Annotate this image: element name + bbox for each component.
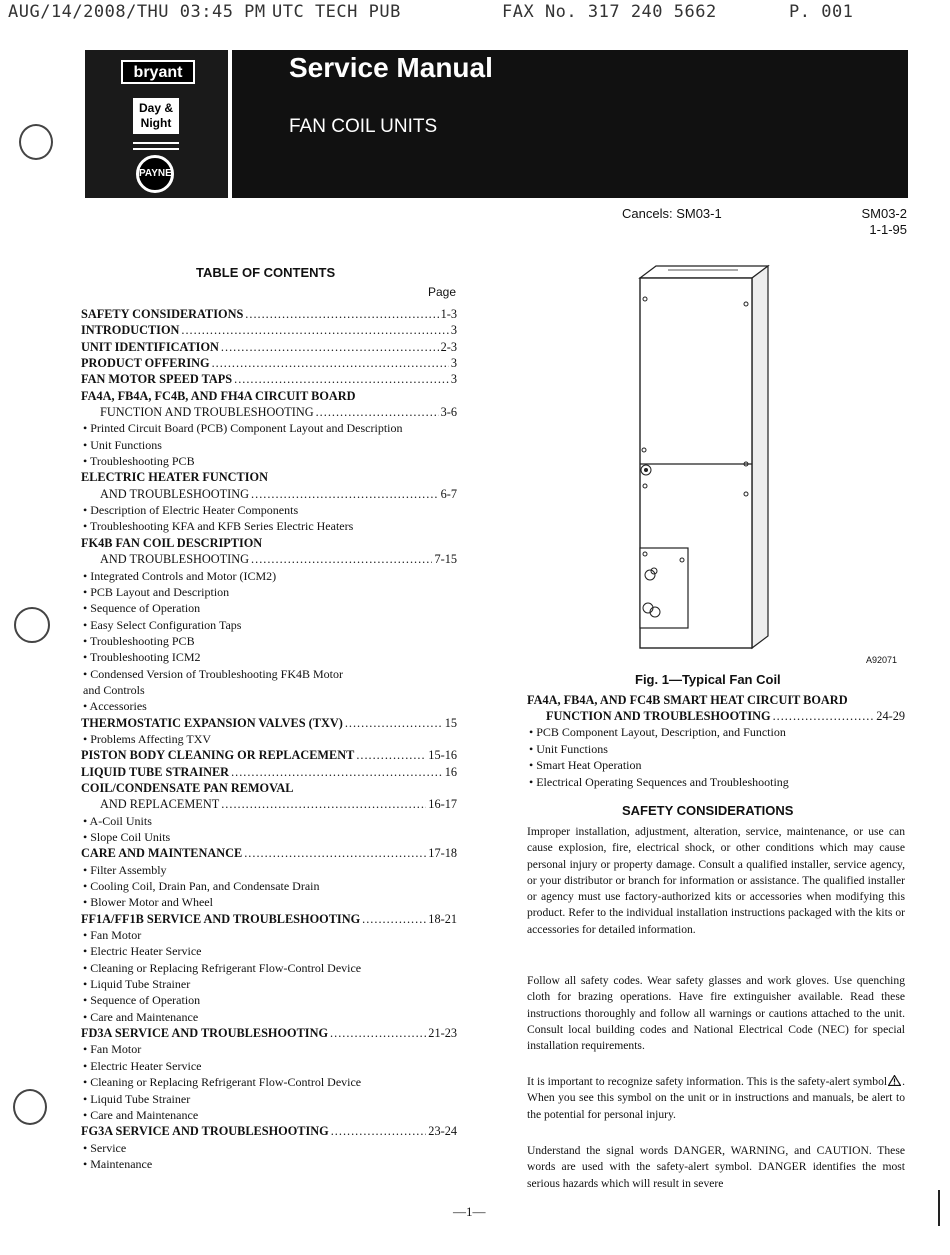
toc-entry-title: FF1A/FF1B SERVICE AND TROUBLESHOOTING [81, 911, 361, 926]
toc-entry-title: • Sequence of Operation [83, 601, 201, 616]
toc-entry-page: 17-18 [428, 846, 457, 861]
toc-entry [81, 600, 457, 616]
page-number: —1— [453, 1204, 486, 1219]
toc-entry-title: • Electric Heater Service [83, 944, 202, 959]
toc-entry-line [100, 796, 457, 812]
toc-entry [81, 1156, 457, 1172]
payne-logo: PAYNE [136, 155, 174, 193]
toc-entry [81, 1107, 457, 1123]
toc-entry-line [81, 339, 457, 355]
toc-entry [81, 862, 457, 878]
toc-entry-title: • A-Coil Units [83, 813, 152, 828]
toc-entry [81, 339, 457, 355]
toc-entry [81, 1140, 457, 1156]
toc-entry [81, 976, 457, 992]
list-item: • Unit Functions [529, 741, 608, 756]
cancels-note: Cancels: SM03-1 [622, 206, 722, 221]
leader-dots [316, 404, 439, 420]
binder-hole [19, 124, 53, 160]
toc-entry-title: PRODUCT OFFERING [81, 356, 210, 371]
safety-alert-icon [888, 1075, 901, 1086]
toc-entry [81, 649, 457, 665]
toc-entry [81, 666, 457, 682]
doc-number: SM03-2 [861, 206, 907, 221]
leader-dots [356, 747, 426, 763]
toc-entry [81, 715, 457, 731]
toc-entry [81, 747, 457, 763]
table-of-contents [81, 306, 457, 1172]
leader-dots [221, 339, 439, 355]
leader-dots [362, 911, 426, 927]
safety-paragraph-1: Improper installation, adjustment, alteration, service, maintenance, or use can cause explosion, fire, electrical shock, or other conditions which may cause personal injury or property damage. Consult a qualified installer, service agency, or your distributor or branch for information or assistance. The qualified installer or agency must use factory-authorized kits or accessories when modifying this product. Refer to the individual installation instructions packaged with the kits or accessories for detailed information. [527, 825, 905, 936]
manual-banner [85, 50, 908, 198]
toc-title: TABLE OF CONTENTS [196, 265, 336, 280]
toc-entry-title: • Printed Circuit Board (PCB) Component Layout and Description [83, 421, 403, 436]
toc-entry-page: 3-6 [440, 405, 457, 420]
toc-entry-title: • Troubleshooting PCB [83, 454, 195, 469]
toc-entry-line [81, 1025, 457, 1041]
toc-entry-title: THERMOSTATIC EXPANSION VALVES (TXV) [81, 715, 343, 730]
brand-logos [85, 50, 228, 198]
toc-entry [81, 764, 457, 780]
toc-entry [81, 1123, 457, 1139]
toc-entry-title: FK4B FAN COIL DESCRIPTION [81, 535, 263, 550]
toc-entry [81, 453, 457, 469]
leader-dots [245, 306, 438, 322]
toc-entry [81, 992, 457, 1008]
toc-entry [81, 469, 457, 485]
toc-entry-title: • Care and Maintenance [83, 1009, 199, 1024]
leader-dots [244, 845, 426, 861]
toc-entry [81, 1091, 457, 1107]
toc-entry [81, 698, 457, 714]
toc-entry-title: • Description of Electric Heater Components [83, 503, 299, 518]
toc-entry [81, 551, 457, 567]
toc-entry-title: PISTON BODY CLEANING OR REPLACEMENT [81, 748, 355, 763]
toc-entry [81, 371, 457, 387]
toc-entry-title: • PCB Layout and Description [83, 584, 230, 599]
toc-entry-line [100, 404, 457, 420]
toc-page-label: Page [428, 285, 457, 299]
toc-entry [81, 927, 457, 943]
toc-entry [81, 911, 457, 927]
leader-dots [231, 764, 443, 780]
toc-entry-line [81, 371, 457, 387]
toc-entry [81, 437, 457, 453]
fan-coil-illustration [628, 264, 778, 654]
fax-page: P. 001 [789, 2, 854, 22]
toc-entry-line [81, 306, 457, 322]
toc-entry [81, 322, 457, 338]
toc-entry-page: 6-7 [440, 486, 457, 501]
toc-entry-title: AND TROUBLESHOOTING [100, 552, 250, 567]
toc-entry-title: and Controls [83, 682, 145, 697]
toc-entry-page: 3 [450, 372, 457, 387]
toc-entry-page: 15-16 [428, 748, 457, 763]
toc-entry [81, 878, 457, 894]
toc-entry-title: • Cooling Coil, Drain Pan, and Condensate Drain [83, 879, 320, 894]
toc-entry-line [100, 486, 457, 502]
leader-dots [331, 1123, 427, 1139]
toc-entry [81, 796, 457, 812]
toc-entry-page: 7-15 [434, 552, 457, 567]
list-item: • Smart Heat Operation [529, 758, 642, 773]
toc-entry-title: • Liquid Tube Strainer [83, 1091, 191, 1106]
leader-dots [212, 355, 449, 371]
toc-entry-title: • Problems Affecting TXV [83, 731, 212, 746]
toc-entry-page: 16-17 [428, 797, 457, 812]
toc-entry [81, 486, 457, 502]
toc-entry-title: FD3A SERVICE AND TROUBLESHOOTING [81, 1026, 329, 1041]
toc-entry-title: • Slope Coil Units [83, 830, 171, 844]
toc-entry-title: • Fan Motor [83, 1042, 142, 1057]
toc-entry-title: • Care and Maintenance [83, 1107, 199, 1122]
toc-entry-title: COIL/CONDENSATE PAN REMOVAL [81, 780, 294, 795]
toc-entry [81, 960, 457, 976]
toc-entry-line [81, 1123, 457, 1139]
toc-entry [81, 1025, 457, 1041]
leader-dots [181, 322, 448, 338]
toc-entry-title: AND TROUBLESHOOTING [100, 486, 250, 501]
fax-company: UTC TECH PUB [272, 2, 401, 22]
leader-dots [234, 371, 449, 387]
toc-entry [81, 829, 457, 845]
toc-entry [81, 1074, 457, 1090]
day-night-logo: Day & Night [133, 98, 179, 134]
toc-entry-page: 2-3 [440, 339, 457, 354]
toc-entry-title: • Sequence of Operation [83, 993, 201, 1008]
doc-date: 1-1-95 [869, 222, 907, 237]
toc-entry [81, 1058, 457, 1074]
smart-heat-toc [527, 692, 905, 790]
toc-entry-title: FA4A, FB4A, FC4B, AND FH4A CIRCUIT BOARD [81, 388, 356, 403]
toc-entry-title: • Unit Functions [83, 437, 162, 452]
leader-dots [251, 486, 439, 502]
toc-entry-title: • Cleaning or Replacing Refrigerant Flow-Control Device [83, 1075, 362, 1090]
toc-entry-page: 18-21 [428, 911, 457, 926]
toc-entry-title: • Accessories [83, 699, 147, 714]
toc-entry-title: • Blower Motor and Wheel [83, 895, 213, 910]
list-item: • PCB Component Layout, Description, and Function [529, 725, 786, 739]
safety-paragraph-3a: It is important to recognize safety information. This is the safety-alert symbol [527, 1075, 888, 1088]
toc-entry-title: • Service [83, 1140, 127, 1155]
toc-entry-title: FAN MOTOR SPEED TAPS [81, 372, 233, 387]
manual-subtitle: FAN COIL UNITS [289, 116, 438, 137]
toc-entry-title: INTRODUCTION [81, 323, 180, 338]
toc-entry-title: FG3A SERVICE AND TROUBLESHOOTING [81, 1124, 329, 1139]
toc-entry [81, 731, 457, 747]
fax-date: AUG/14/2008/THU 03:45 PM [8, 2, 266, 22]
toc-entry [81, 943, 457, 959]
toc-entry-page: 3 [450, 323, 457, 338]
toc-entry [81, 682, 457, 698]
toc-entry-title: • Troubleshooting PCB [83, 633, 195, 648]
toc-entry-title: • Easy Select Configuration Taps [83, 617, 242, 632]
safety-paragraph-3 [527, 1074, 905, 1123]
toc-entry-page: 23-24 [428, 1124, 457, 1139]
toc-entry-title: AND REPLACEMENT [100, 797, 220, 812]
binder-hole [13, 1089, 47, 1125]
toc-entry [81, 535, 457, 551]
toc-entry [81, 502, 457, 518]
toc-entry [81, 780, 457, 796]
toc-entry-page: 3 [450, 356, 457, 371]
fax-number: FAX No. 317 240 5662 [502, 2, 717, 22]
toc-entry [81, 404, 457, 420]
leader-dots [221, 796, 426, 812]
smart-heat-page: 24-29 [876, 709, 905, 723]
toc-entry-page: 1-3 [440, 307, 457, 321]
toc-entry-page: 16 [444, 764, 457, 779]
toc-entry-title: ELECTRIC HEATER FUNCTION [81, 470, 268, 485]
toc-entry-title: UNIT IDENTIFICATION [81, 339, 219, 354]
toc-entry [81, 617, 457, 633]
safety-paragraph-2: Follow all safety codes. Wear safety glasses and work gloves. Use quenching cloth for brazing operations. Have fire extinguisher available. Read these instructions thoroughly and follow all warnings or cautions attached to the unit. Consult local building codes and National Electrical Code (NEC) for special installation requirements. [527, 974, 905, 1053]
smart-heat-subheading [527, 708, 905, 724]
toc-entry [81, 420, 457, 436]
document-number [861, 206, 907, 238]
figure-caption: Fig. 1—Typical Fan Coil [635, 672, 781, 687]
toc-entry-title: FUNCTION AND TROUBLESHOOTING [100, 405, 314, 420]
binder-hole [14, 607, 50, 643]
toc-entry-title: • Integrated Controls and Motor (ICM2) [83, 568, 277, 583]
divider-lines [133, 142, 179, 150]
leader-dots [330, 1025, 426, 1041]
leader-dots [345, 715, 443, 731]
toc-entry-line [81, 322, 457, 338]
toc-entry-line [81, 911, 457, 927]
toc-entry-line [81, 355, 457, 371]
toc-entry [81, 813, 457, 829]
toc-entry-title: • Fan Motor [83, 928, 142, 943]
toc-entry-title: • Maintenance [83, 1156, 153, 1171]
safety-paragraph-4: Understand the signal words DANGER, WARNING, and CAUTION. These words are used with the safety-alert symbol. DANGER identifies the most serious hazards which will result in severe [527, 1144, 905, 1190]
toc-entry [81, 518, 457, 534]
toc-entry-page: 15 [444, 715, 457, 730]
leader-dots [773, 708, 875, 724]
toc-entry-line [81, 747, 457, 763]
toc-entry [81, 1009, 457, 1025]
smart-heat-heading: FA4A, FB4A, AND FC4B SMART HEAT CIRCUIT BOARD [527, 693, 848, 707]
smart-heat-subtitle: FUNCTION AND TROUBLESHOOTING [546, 709, 771, 723]
toc-entry [81, 355, 457, 371]
toc-entry-title: • Cleaning or Replacing Refrigerant Flow-Control Device [83, 960, 362, 975]
toc-entry [81, 388, 457, 404]
toc-entry-line [81, 715, 457, 731]
toc-entry [81, 1041, 457, 1057]
toc-entry-line [81, 764, 457, 780]
toc-entry-title: • Liquid Tube Strainer [83, 977, 191, 992]
safety-paragraph-3b: . When you see this symbol on the unit or in instructions and manuals, be alert to the potential for personal injury. [527, 1075, 905, 1121]
leader-dots [251, 551, 432, 567]
toc-entry-line [81, 845, 457, 861]
toc-entry [81, 584, 457, 600]
banner-separator [228, 50, 232, 198]
toc-entry-title: • Electric Heater Service [83, 1058, 202, 1073]
edge-mark [938, 1190, 940, 1226]
safety-heading: SAFETY CONSIDERATIONS [622, 803, 794, 818]
toc-entry-title: • Condensed Version of Troubleshooting FK4B Motor [83, 666, 343, 681]
toc-entry [81, 306, 457, 322]
toc-entry [81, 568, 457, 584]
toc-entry-title: • Troubleshooting KFA and KFB Series Electric Heaters [83, 519, 354, 534]
toc-entry [81, 894, 457, 910]
list-item: • Electrical Operating Sequences and Troubleshooting [529, 774, 789, 789]
manual-title: Service Manual [289, 52, 493, 83]
figure-code: A92071 [866, 655, 898, 665]
toc-entry [81, 845, 457, 861]
toc-entry-line [100, 551, 457, 567]
toc-entry [81, 633, 457, 649]
bryant-logo: bryant [121, 60, 195, 84]
toc-entry-title: CARE AND MAINTENANCE [81, 846, 243, 861]
toc-entry-title: • Filter Assembly [83, 862, 167, 877]
toc-entry-title: LIQUID TUBE STRAINER [81, 764, 230, 779]
toc-entry-title: SAFETY CONSIDERATIONS [81, 307, 244, 321]
toc-entry-title: • Troubleshooting ICM2 [83, 650, 201, 665]
toc-entry-page: 21-23 [428, 1026, 457, 1041]
